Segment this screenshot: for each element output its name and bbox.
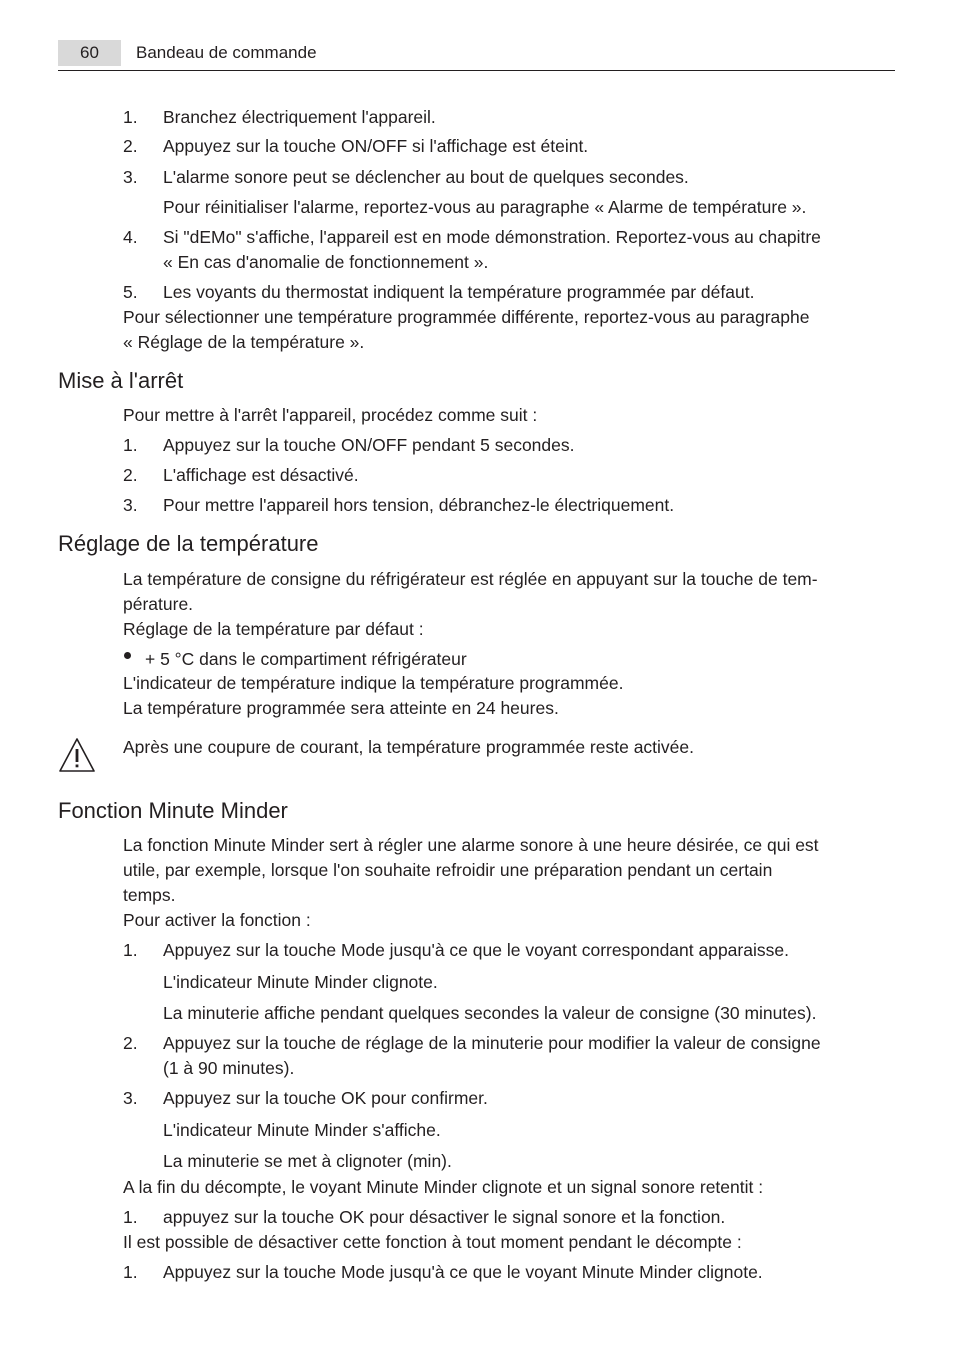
step-text: Appuyez sur la touche ON/OFF si l'affichage est éteint. <box>163 136 589 156</box>
step-number: 2. <box>123 136 138 156</box>
step-text: Appuyez sur la touche Mode jusqu'à ce que le voyant correspondant apparaisse. <box>163 940 789 960</box>
header-title: Bandeau de commande <box>136 43 317 62</box>
step-text: Appuyez sur la touche ON/OFF pendant 5 secondes. <box>163 435 575 455</box>
step-text: Branchez électriquement l'appareil. <box>163 107 436 127</box>
paragraph: Pour mettre à l'arrêt l'appareil, procédez comme suit : <box>123 405 538 425</box>
step-text: (1 à 90 minutes). <box>163 1058 295 1078</box>
step-text: appuyez sur la touche OK pour désactiver le signal sonore et la fonction. <box>163 1207 726 1227</box>
bullet-icon <box>124 652 131 659</box>
page-number: 60 <box>58 40 121 66</box>
paragraph: Pour sélectionner une température programmée différente, reportez-vous au paragraphe <box>123 307 810 327</box>
step-number: 3. <box>123 167 138 187</box>
step-text: L'indicateur Minute Minder s'affiche. <box>163 1120 441 1140</box>
step-number: 1. <box>123 1207 138 1227</box>
step-number: 1. <box>123 435 138 455</box>
paragraph: La température programmée sera atteinte en 24 heures. <box>123 698 559 718</box>
step-number: 1. <box>123 1262 138 1282</box>
section-title-reglage: Réglage de la température <box>58 531 319 556</box>
step-text: Les voyants du thermostat indiquent la température programmée par défaut. <box>163 282 755 302</box>
paragraph: Pour activer la fonction : <box>123 910 311 930</box>
paragraph: utile, par exemple, lorsque l'on souhaite refroidir une préparation pendant un certain <box>123 860 773 880</box>
step-number: 3. <box>123 495 138 515</box>
step-text: Si "dEMo" s'affiche, l'appareil est en mode démonstration. Reportez-vous au chapitre <box>163 227 821 247</box>
step-text: Appuyez sur la touche de réglage de la minuterie pour modifier la valeur de consigne <box>163 1033 821 1053</box>
paragraph: Il est possible de désactiver cette fonction à tout moment pendant le décompte : <box>123 1232 742 1252</box>
step-text: L'indicateur Minute Minder clignote. <box>163 972 438 992</box>
paragraph: pérature. <box>123 594 194 614</box>
paragraph: temps. <box>123 885 176 905</box>
section-title-mise-arret: Mise à l'arrêt <box>58 368 184 393</box>
step-text: L'alarme sonore peut se déclencher au bout de quelques secondes. <box>163 167 689 187</box>
paragraph: A la fin du décompte, le voyant Minute Minder clignote et un signal sonore retentit : <box>123 1177 764 1197</box>
section-title-minute-minder: Fonction Minute Minder <box>58 798 288 823</box>
step-text: La minuterie affiche pendant quelques secondes la valeur de consigne (30 minutes). <box>163 1003 817 1023</box>
paragraph: La température de consigne du réfrigérateur est réglée en appuyant sur la touche de tem- <box>123 569 818 589</box>
step-text: Pour mettre l'appareil hors tension, débranchez-le électriquement. <box>163 495 675 515</box>
paragraph: L'indicateur de température indique la température programmée. <box>123 673 624 693</box>
page-header <box>58 40 895 71</box>
step-text: Pour réinitialiser l'alarme, reportez-vous au paragraphe « Alarme de température ». <box>163 197 807 217</box>
step-number: 2. <box>123 465 138 485</box>
step-text: « En cas d'anomalie de fonctionnement ». <box>163 252 489 272</box>
step-text: L'affichage est désactivé. <box>163 465 359 485</box>
step-number: 2. <box>123 1033 138 1053</box>
paragraph: « Réglage de la température ». <box>123 332 365 352</box>
step-number: 3. <box>123 1088 138 1108</box>
step-number: 4. <box>123 227 138 247</box>
step-number: 1. <box>123 940 138 960</box>
step-text: Appuyez sur la touche OK pour confirmer. <box>163 1088 488 1108</box>
step-number: 5. <box>123 282 138 302</box>
bullet-text: + 5 °C dans le compartiment réfrigérateur <box>145 649 467 669</box>
step-text: La minuterie se met à clignoter (min). <box>163 1151 452 1171</box>
step-text: Appuyez sur la touche Mode jusqu'à ce que le voyant Minute Minder clignote. <box>163 1262 763 1282</box>
warning-icon <box>57 736 97 774</box>
paragraph: Réglage de la température par défaut : <box>123 619 424 639</box>
step-number: 1. <box>123 107 138 127</box>
paragraph: La fonction Minute Minder sert à régler une alarme sonore à une heure désirée, ce qui est <box>123 835 819 855</box>
warning-text: Après une coupure de courant, la température programmée reste activée. <box>123 737 695 757</box>
